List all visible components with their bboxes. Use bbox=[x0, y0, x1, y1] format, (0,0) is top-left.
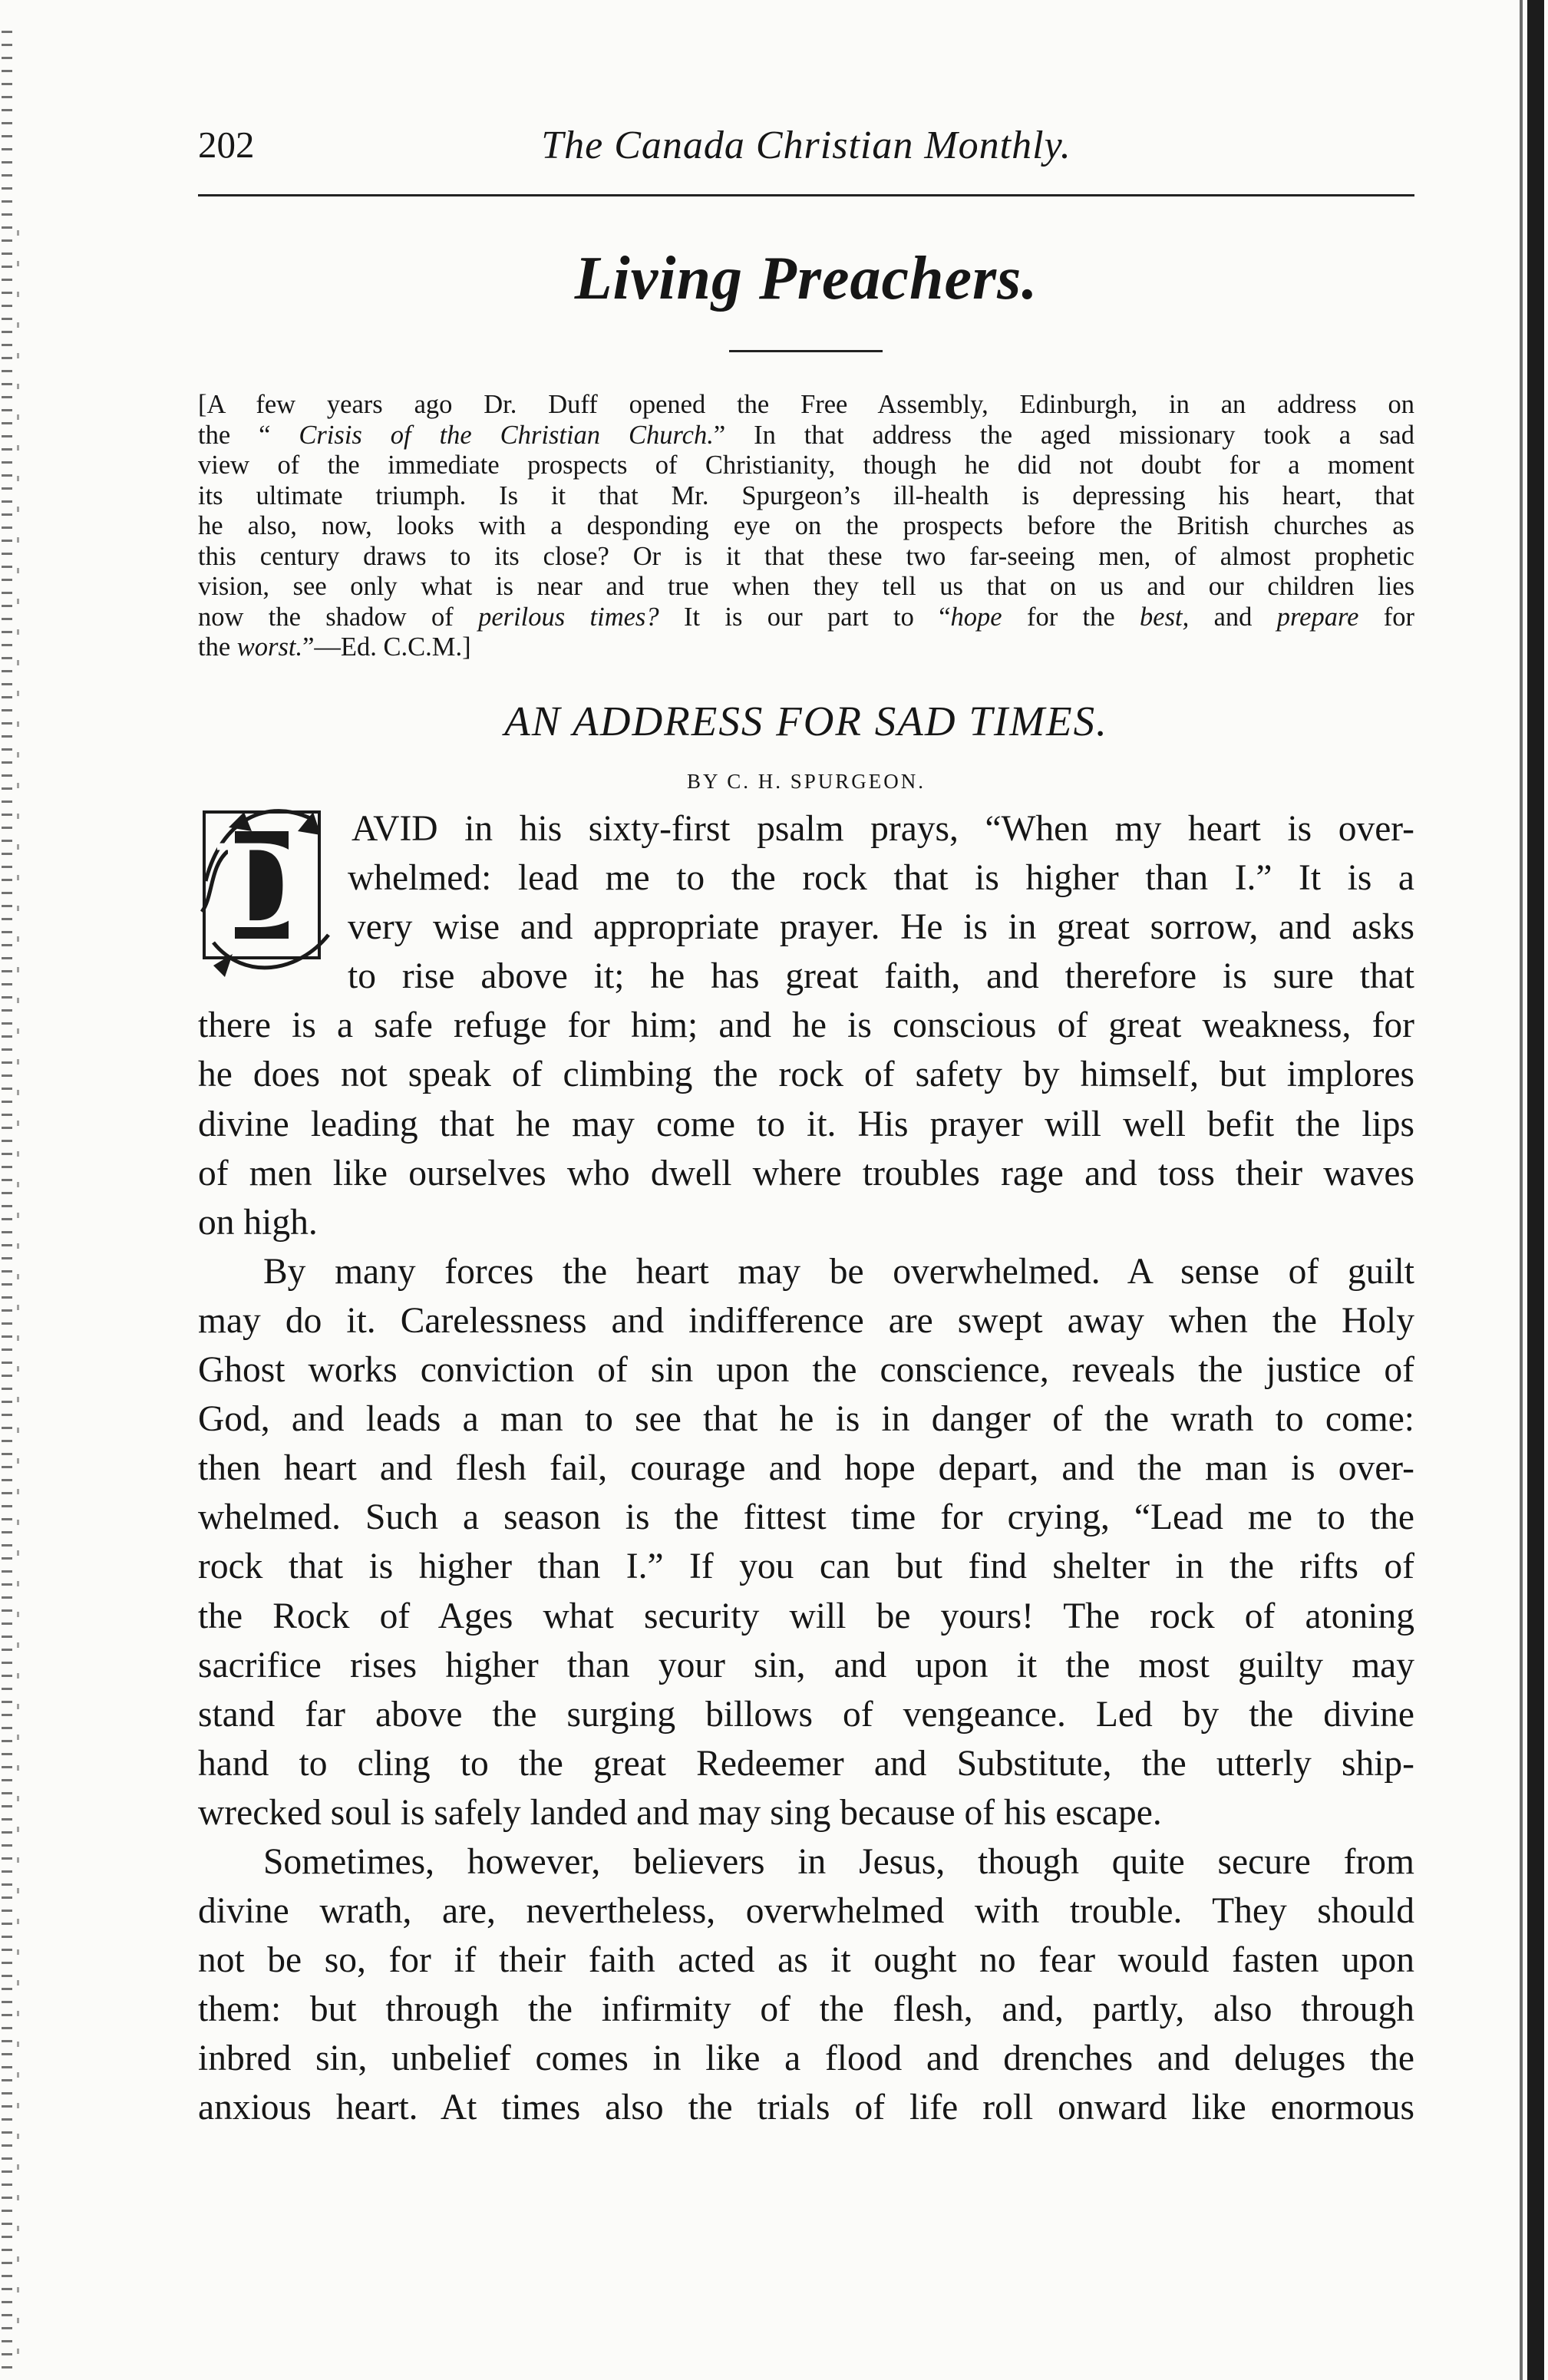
editor-note bbox=[198, 390, 1414, 663]
body-line: whelmed: lead me to the rock that is higher than I.” It is a bbox=[348, 858, 1414, 899]
body-line: inbred sin, unbelief comes in like a flood and drenches and deluges the bbox=[198, 2038, 1414, 2079]
body-line: sacrifice rises higher than your sin, and upon it the most guilty may bbox=[198, 1645, 1414, 1685]
body-line: By many forces the heart may be overwhelmed. A sense of guilt bbox=[263, 1251, 1414, 1292]
article-title: AN ADDRESS FOR SAD TIMES. bbox=[504, 698, 1108, 744]
body-line: them: but through the infirmity of the flesh, and, partly, also through bbox=[198, 1989, 1414, 2030]
editor-note-line: this century draws to its close? Or is it that these two far-seeing men, of almost prophetic bbox=[198, 541, 1414, 571]
binding-edge-marks-inner bbox=[17, 230, 19, 2364]
body-line: very wise and appropriate prayer. He is in great sorrow, and asks bbox=[348, 907, 1414, 948]
editor-note-line: he also, now, looks with a desponding eye on the prospects before the British churches as bbox=[198, 511, 1414, 540]
body-line: rock that is higher than I.” If you can but find shelter in the rifts of bbox=[198, 1547, 1414, 1587]
body-line: divine wrath, are, nevertheless, overwhelmed with trouble. They should bbox=[198, 1891, 1414, 1932]
body-line: anxious heart. At times also the trials of life roll onward like enormous bbox=[198, 2088, 1414, 2128]
section-rule bbox=[729, 350, 883, 352]
page-number: 202 bbox=[198, 124, 255, 166]
editor-note-line: vision, see only what is near and true when they tell us that on us and our children lies bbox=[198, 572, 1414, 601]
body-line: then heart and flesh fail, courage and hope depart, and the man is over- bbox=[198, 1448, 1414, 1489]
body-line: Ghost works conviction of sin upon the conscience, reveals the justice of bbox=[198, 1350, 1414, 1391]
body-line: there is a safe refuge for him; and he is conscious of great weakness, for bbox=[198, 1005, 1414, 1046]
body-line: God, and leads a man to see that he is in danger of the wrath to come: bbox=[198, 1399, 1414, 1440]
editor-note-line: now the shadow of perilous times? It is our part to “hope for the best, and prepare for bbox=[198, 602, 1414, 632]
body-line: hand to cling to the great Redeemer and Substitute, the utterly ship- bbox=[198, 1743, 1414, 1784]
body-line: to rise above it; he has great faith, and therefore is sure that bbox=[348, 956, 1414, 997]
body-line: may do it. Carelessness and indifference are swept away when the Holy bbox=[198, 1300, 1414, 1341]
body-line: wrecked soul is safely landed and may sing because of his escape. bbox=[198, 1792, 1162, 1833]
body-line: he does not speak of climbing the rock of safety by himself, but implores bbox=[198, 1055, 1414, 1095]
body-line: Sometimes, however, believers in Jesus, though quite secure from bbox=[263, 1841, 1414, 1882]
editor-note-line: the “ Crisis of the Christian Church.” In that address the aged missionary took a sad bbox=[198, 420, 1414, 450]
article-byline: BY C. H. SPURGEON. bbox=[686, 770, 926, 793]
article-body bbox=[198, 804, 1414, 2133]
body-line: divine leading that he may come to it. His prayer will well befit the lips bbox=[198, 1104, 1414, 1144]
body-line: of men like ourselves who dwell where troubles rage and toss their waves bbox=[198, 1153, 1414, 1193]
body-line: AVID in his sixty-first psalm prays, “When my heart is over- bbox=[352, 809, 1414, 849]
dropcap-letter: D bbox=[211, 820, 312, 955]
running-head bbox=[198, 123, 1414, 184]
body-line: stand far above the surging billows of vengeance. Led by the divine bbox=[198, 1694, 1414, 1735]
body-line: on high. bbox=[198, 1202, 318, 1243]
binding-edge-marks bbox=[2, 31, 12, 2372]
page-edge-bar bbox=[1527, 0, 1544, 2380]
header-rule bbox=[198, 194, 1414, 196]
body-line: the Rock of Ages what security will be yours! The rock of atoning bbox=[198, 1596, 1414, 1636]
page-edge-shadow bbox=[1520, 0, 1523, 2380]
section-title: Living Preachers. bbox=[574, 245, 1038, 312]
body-line: whelmed. Such a season is the fittest time for crying, “Lead me to the bbox=[198, 1497, 1414, 1538]
editor-note-line: the worst.”—Ed. C.C.M.] bbox=[198, 632, 471, 662]
editor-note-line: its ultimate triumph. Is it that Mr. Spurgeon’s ill-health is depressing his heart, that bbox=[198, 480, 1414, 510]
editor-note-line: [A few years ago Dr. Duff opened the Free Assembly, Edinburgh, in an address on bbox=[198, 390, 1414, 419]
editor-note-line: view of the immediate prospects of Christianity, though he did not doubt for a moment bbox=[198, 451, 1414, 480]
journal-title: The Canada Christian Monthly. bbox=[541, 124, 1071, 167]
body-line: not be so, for if their faith acted as it ought no fear would fasten upon bbox=[198, 1940, 1414, 1981]
